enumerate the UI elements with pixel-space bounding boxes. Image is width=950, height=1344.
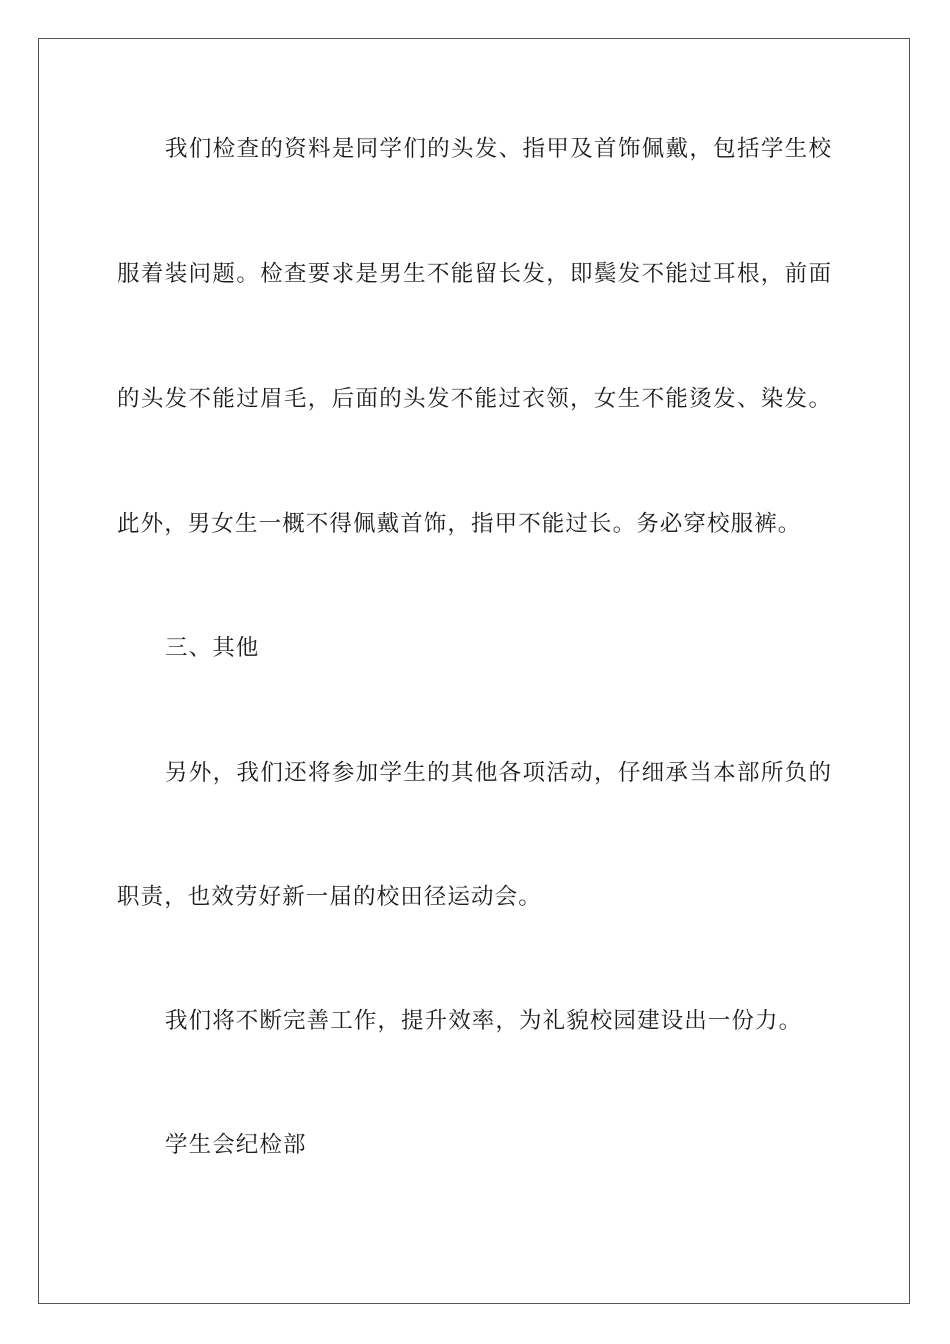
paragraph-line-5: 另外，我们还将参加学生的其他各项活动，仔细承当本部所负的 bbox=[165, 760, 831, 786]
paragraph-line-1: 我们检查的资料是同学们的头发、指甲及首饰佩戴，包括学生校 bbox=[165, 136, 831, 162]
paragraph-line-2: 服着装问题。检查要求是男生不能留长发，即鬓发不能过耳根，前面 bbox=[117, 261, 831, 287]
paragraph-line-4: 此外，男女生一概不得佩戴首饰，指甲不能过长。务必穿校服裤。 bbox=[117, 511, 802, 537]
paragraph-line-7: 我们将不断完善工作，提升效率，为礼貌校园建设出一份力。 bbox=[165, 1008, 803, 1034]
page-border bbox=[38, 38, 910, 1304]
paragraph-line-3: 的头发不能过眉毛，后面的头发不能过衣领，女生不能烫发、染发。 bbox=[117, 386, 831, 412]
signature-department: 学生会纪检部 bbox=[165, 1132, 307, 1158]
paragraph-line-6: 职责，也效劳好新一届的校田径运动会。 bbox=[117, 884, 542, 910]
section-heading: 三、其他 bbox=[165, 635, 260, 661]
